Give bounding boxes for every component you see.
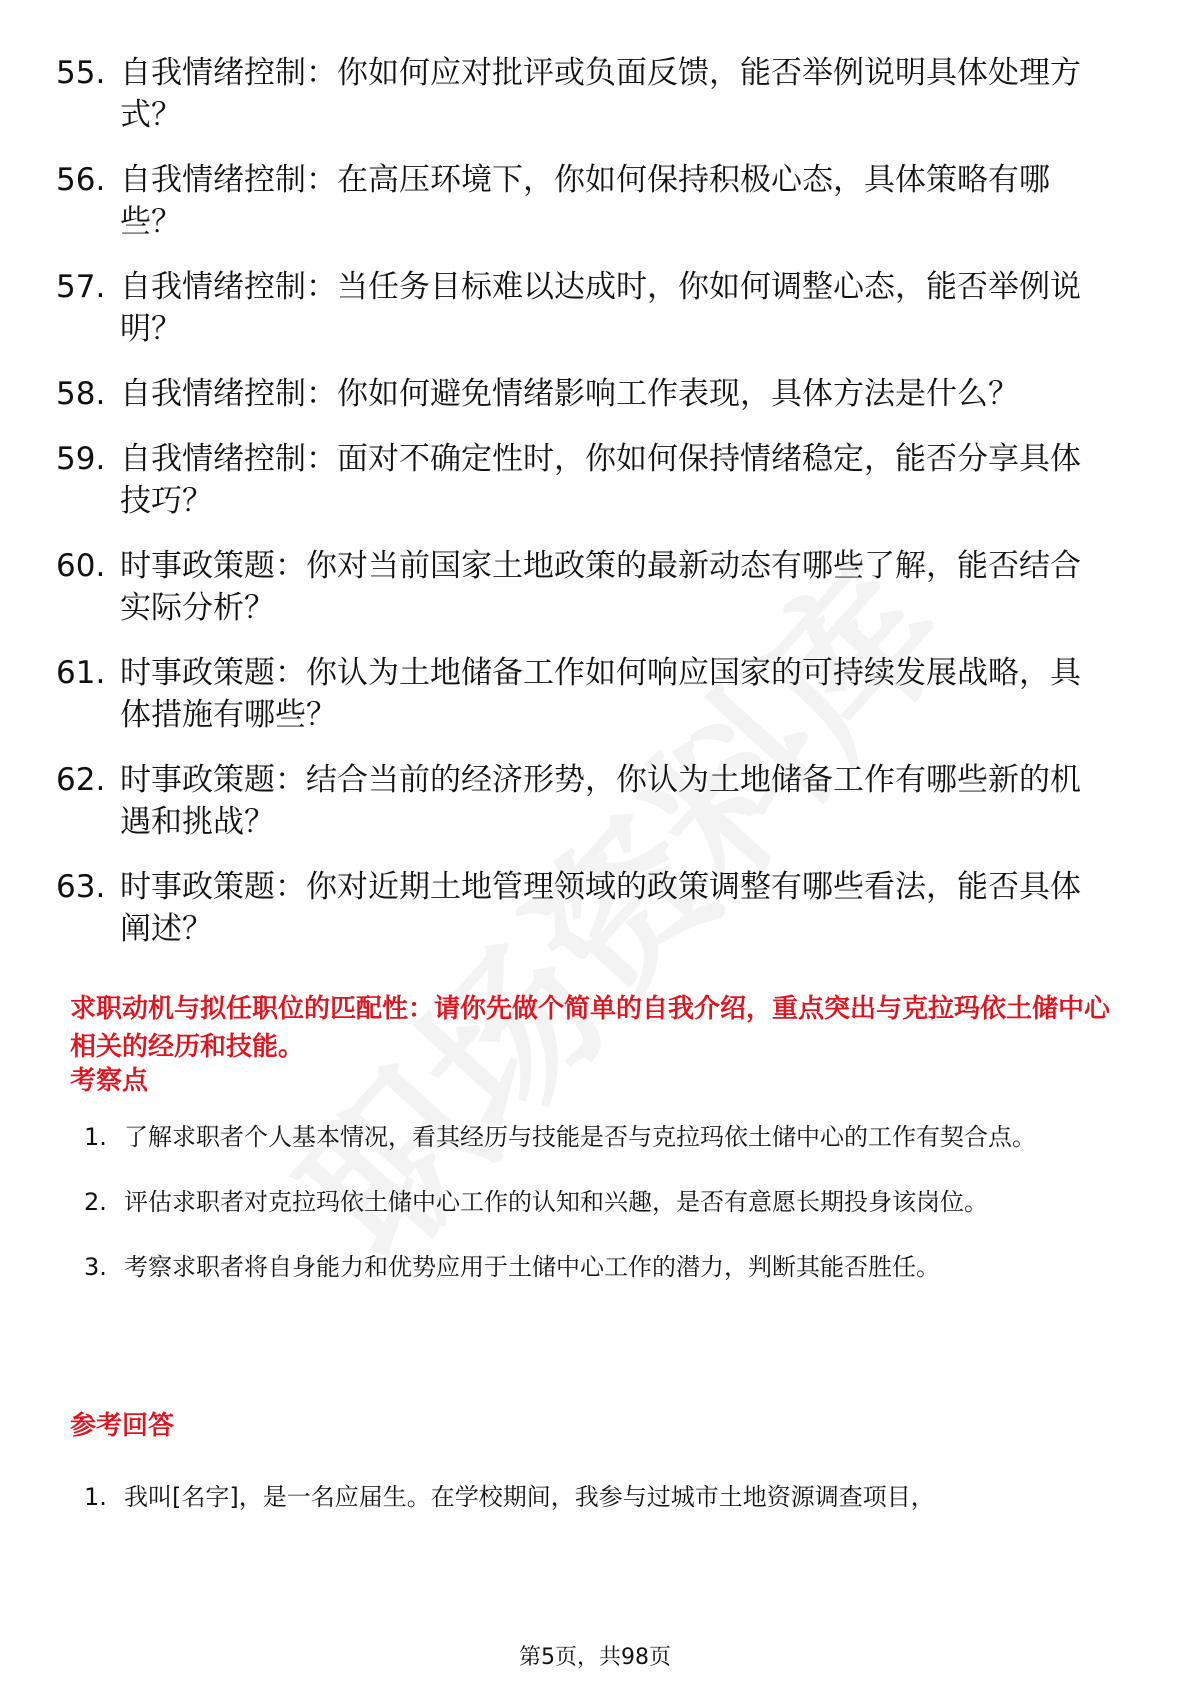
question-number: 63. bbox=[56, 869, 106, 905]
question-text: 时事政策题：你对近期土地管理领域的政策调整有哪些看法，能否具体阐述？ bbox=[120, 869, 1081, 947]
answer-text: 我叫[名字]，是一名应届生。在学校期间，我参与过城市土地资源调查项目， bbox=[124, 1483, 935, 1511]
focus-point bbox=[84, 1175, 1134, 1230]
question-number: 57. bbox=[56, 269, 106, 305]
question-item bbox=[56, 652, 1136, 736]
question-number: 58. bbox=[56, 376, 106, 412]
answer-list bbox=[84, 1470, 1134, 1535]
question-text: 自我情绪控制：你如何避免情绪影响工作表现，具体方法是什么？ bbox=[120, 376, 1019, 412]
question-item bbox=[56, 545, 1136, 629]
question-item bbox=[56, 438, 1136, 522]
question-text: 时事政策题：你对当前国家土地政策的最新动态有哪些了解，能否结合实际分析？ bbox=[120, 548, 1081, 626]
question-item bbox=[56, 866, 1136, 950]
question-text: 自我情绪控制：面对不确定性时，你如何保持情绪稳定，能否分享具体技巧？ bbox=[120, 441, 1081, 519]
question-text: 时事政策题：结合当前的经济形势，你认为土地储备工作有哪些新的机遇和挑战？ bbox=[120, 762, 1081, 840]
page-footer: 第5页，共98页 bbox=[519, 1645, 671, 1670]
question-list bbox=[56, 52, 1136, 973]
question-item bbox=[56, 159, 1136, 243]
question-text: 自我情绪控制：你如何应对批评或负面反馈，能否举例说明具体处理方式？ bbox=[120, 55, 1081, 133]
question-item bbox=[56, 52, 1136, 136]
question-number: 55. bbox=[56, 55, 106, 91]
question-number: 56. bbox=[56, 162, 106, 198]
focus-point-text: 了解求职者个人基本情况，看其经历与技能是否与克拉玛依土储中心的工作有契合点。 bbox=[124, 1123, 1036, 1151]
question-number: 60. bbox=[56, 548, 106, 584]
question-text: 时事政策题：你认为土地储备工作如何响应国家的可持续发展战略，具体措施有哪些？ bbox=[120, 655, 1081, 733]
question-item bbox=[56, 759, 1136, 843]
focus-point-text: 考察求职者将自身能力和优势应用于土储中心工作的潜力，判断其能否胜任。 bbox=[124, 1253, 940, 1281]
section-title: 求职动机与拟任职位的匹配性：请你先做个简单的自我介绍，重点突出与克拉玛依土储中心相关的经历和技能。 bbox=[70, 994, 1111, 1062]
focus-point bbox=[84, 1240, 1134, 1295]
answer-item bbox=[84, 1470, 1134, 1525]
question-number: 61. bbox=[56, 655, 106, 691]
focus-point-list bbox=[84, 1110, 1134, 1305]
question-number: 62. bbox=[56, 762, 106, 798]
focus-point bbox=[84, 1110, 1134, 1165]
question-number: 59. bbox=[56, 441, 106, 477]
focus-point-number: 2. bbox=[84, 1188, 107, 1216]
question-text: 自我情绪控制：当任务目标难以达成时，你如何调整心态，能否举例说明？ bbox=[120, 269, 1081, 347]
question-text: 自我情绪控制：在高压环境下，你如何保持积极心态，具体策略有哪些？ bbox=[120, 162, 1050, 240]
answer-heading: 参考回答 bbox=[70, 1411, 175, 1441]
focus-heading: 考察点 bbox=[70, 1066, 149, 1096]
question-item bbox=[56, 266, 1136, 350]
focus-point-text: 评估求职者对克拉玛依土储中心工作的认知和兴趣，是否有意愿长期投身该岗位。 bbox=[124, 1188, 988, 1216]
question-item bbox=[56, 373, 1136, 415]
answer-number: 1. bbox=[84, 1483, 107, 1511]
focus-point-number: 3. bbox=[84, 1253, 107, 1281]
focus-point-number: 1. bbox=[84, 1123, 107, 1151]
